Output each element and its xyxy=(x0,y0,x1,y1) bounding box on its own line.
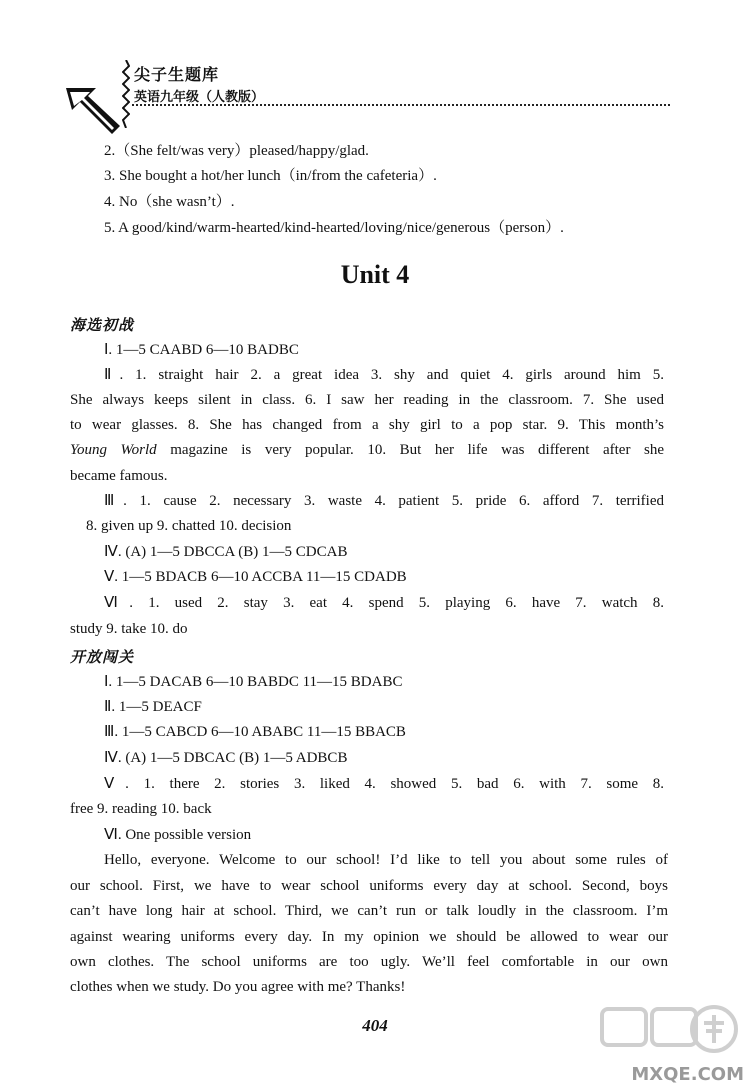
essay-line: can’t have long hair at school. Third, we can’t run or talk loudly in the classroom. I’m xyxy=(70,903,668,919)
answer-line: Ⅴ. 1. there 2. stories 3. liked 4. showed 5. bad 6. with 7. some 8. xyxy=(104,776,664,792)
answer-line: 2.（She felt/was very）pleased/happy/glad. xyxy=(104,143,369,159)
answer-line: Ⅵ. 1. used 2. stay 3. eat 4. spend 5. playing 6. have 7. watch 8. xyxy=(104,595,664,611)
answer-line: 4. No（she wasn’t）. xyxy=(104,194,235,210)
header-divider xyxy=(132,104,670,106)
answer-line: to wear glasses. 8. She has changed from a shy girl to a pop star. 9. This month’s xyxy=(70,417,664,433)
ribbon-decoration xyxy=(122,60,130,128)
answer-line: Ⅳ. (A) 1—5 DBCAC (B) 1—5 ADBCB xyxy=(104,750,348,766)
essay-line: clothes when we study. Do you agree with me? Thanks! xyxy=(70,979,406,995)
book-title: 尖子生题库 xyxy=(134,65,220,84)
answer-line: Ⅳ. (A) 1—5 DBCCA (B) 1—5 CDCAB xyxy=(104,544,348,560)
answer-line: Ⅱ. 1. straight hair 2. a great idea 3. shy and quiet 4. girls around him 5. xyxy=(104,367,664,383)
essay-line: Hello, everyone. Welcome to our school! I’d like to tell you about some rules of xyxy=(104,852,668,868)
section-title: 开放闯关 xyxy=(70,648,135,666)
answer-line: Ⅰ. 1—5 CAABD 6—10 BADBC xyxy=(104,342,299,358)
answer-line: Ⅵ. One possible version xyxy=(104,827,252,843)
section-title: 海选初战 xyxy=(70,316,135,334)
answer-line: study 9. take 10. do xyxy=(70,621,188,637)
unit-title: Unit 4 xyxy=(340,260,410,289)
answer-line: 5. A good/kind/warm-hearted/kind-hearted/loving/nice/generous（person）. xyxy=(104,220,564,236)
answer-line: free 9. reading 10. back xyxy=(70,801,212,817)
book-header xyxy=(62,58,672,138)
answer-line: 3. She bought a hot/her lunch（in/from the cafeteria）. xyxy=(104,168,437,184)
essay-line: against wearing uniforms every day. In my opinion we should be allowed to wear our xyxy=(70,929,668,945)
answer-line: Ⅰ. 1—5 DACAB 6—10 BABDC 11—15 BDABC xyxy=(104,674,403,690)
answer-line: She always keeps silent in class. 6. I saw her reading in the classroom. 7. She used xyxy=(70,392,664,408)
book-subtitle: 英语九年级（人教版） xyxy=(134,90,265,105)
answer-line: became famous. xyxy=(70,468,168,484)
magazine-name: Young World xyxy=(70,442,157,458)
essay-line: our school. First, we have to wear school uniforms every day at school. Second, boys xyxy=(70,878,668,894)
arrow-icon xyxy=(62,68,124,134)
page-number: 404 xyxy=(362,1016,388,1035)
answer-line: Ⅲ. 1. cause 2. necessary 3. waste 4. patient 5. pride 6. afford 7. terrified xyxy=(104,493,664,509)
watermark-text: MXQE.COM xyxy=(631,1064,744,1085)
answer-line: Ⅲ. 1—5 CABCD 6—10 ABABC 11—15 BBACB xyxy=(104,724,406,740)
answer-line: Ⅱ. 1—5 DEACF xyxy=(104,699,202,715)
essay-line: own clothes. The school uniforms are too ugly. We’ll feel comfortable in our own xyxy=(70,954,668,970)
answer-line: 8. given up 9. chatted 10. decision xyxy=(86,518,292,534)
answer-line: Young World magazine is very popular. 10. But her life was different after she xyxy=(70,442,664,458)
answer-line: Ⅴ. 1—5 BDACB 6—10 ACCBA 11—15 CDADB xyxy=(104,569,407,585)
